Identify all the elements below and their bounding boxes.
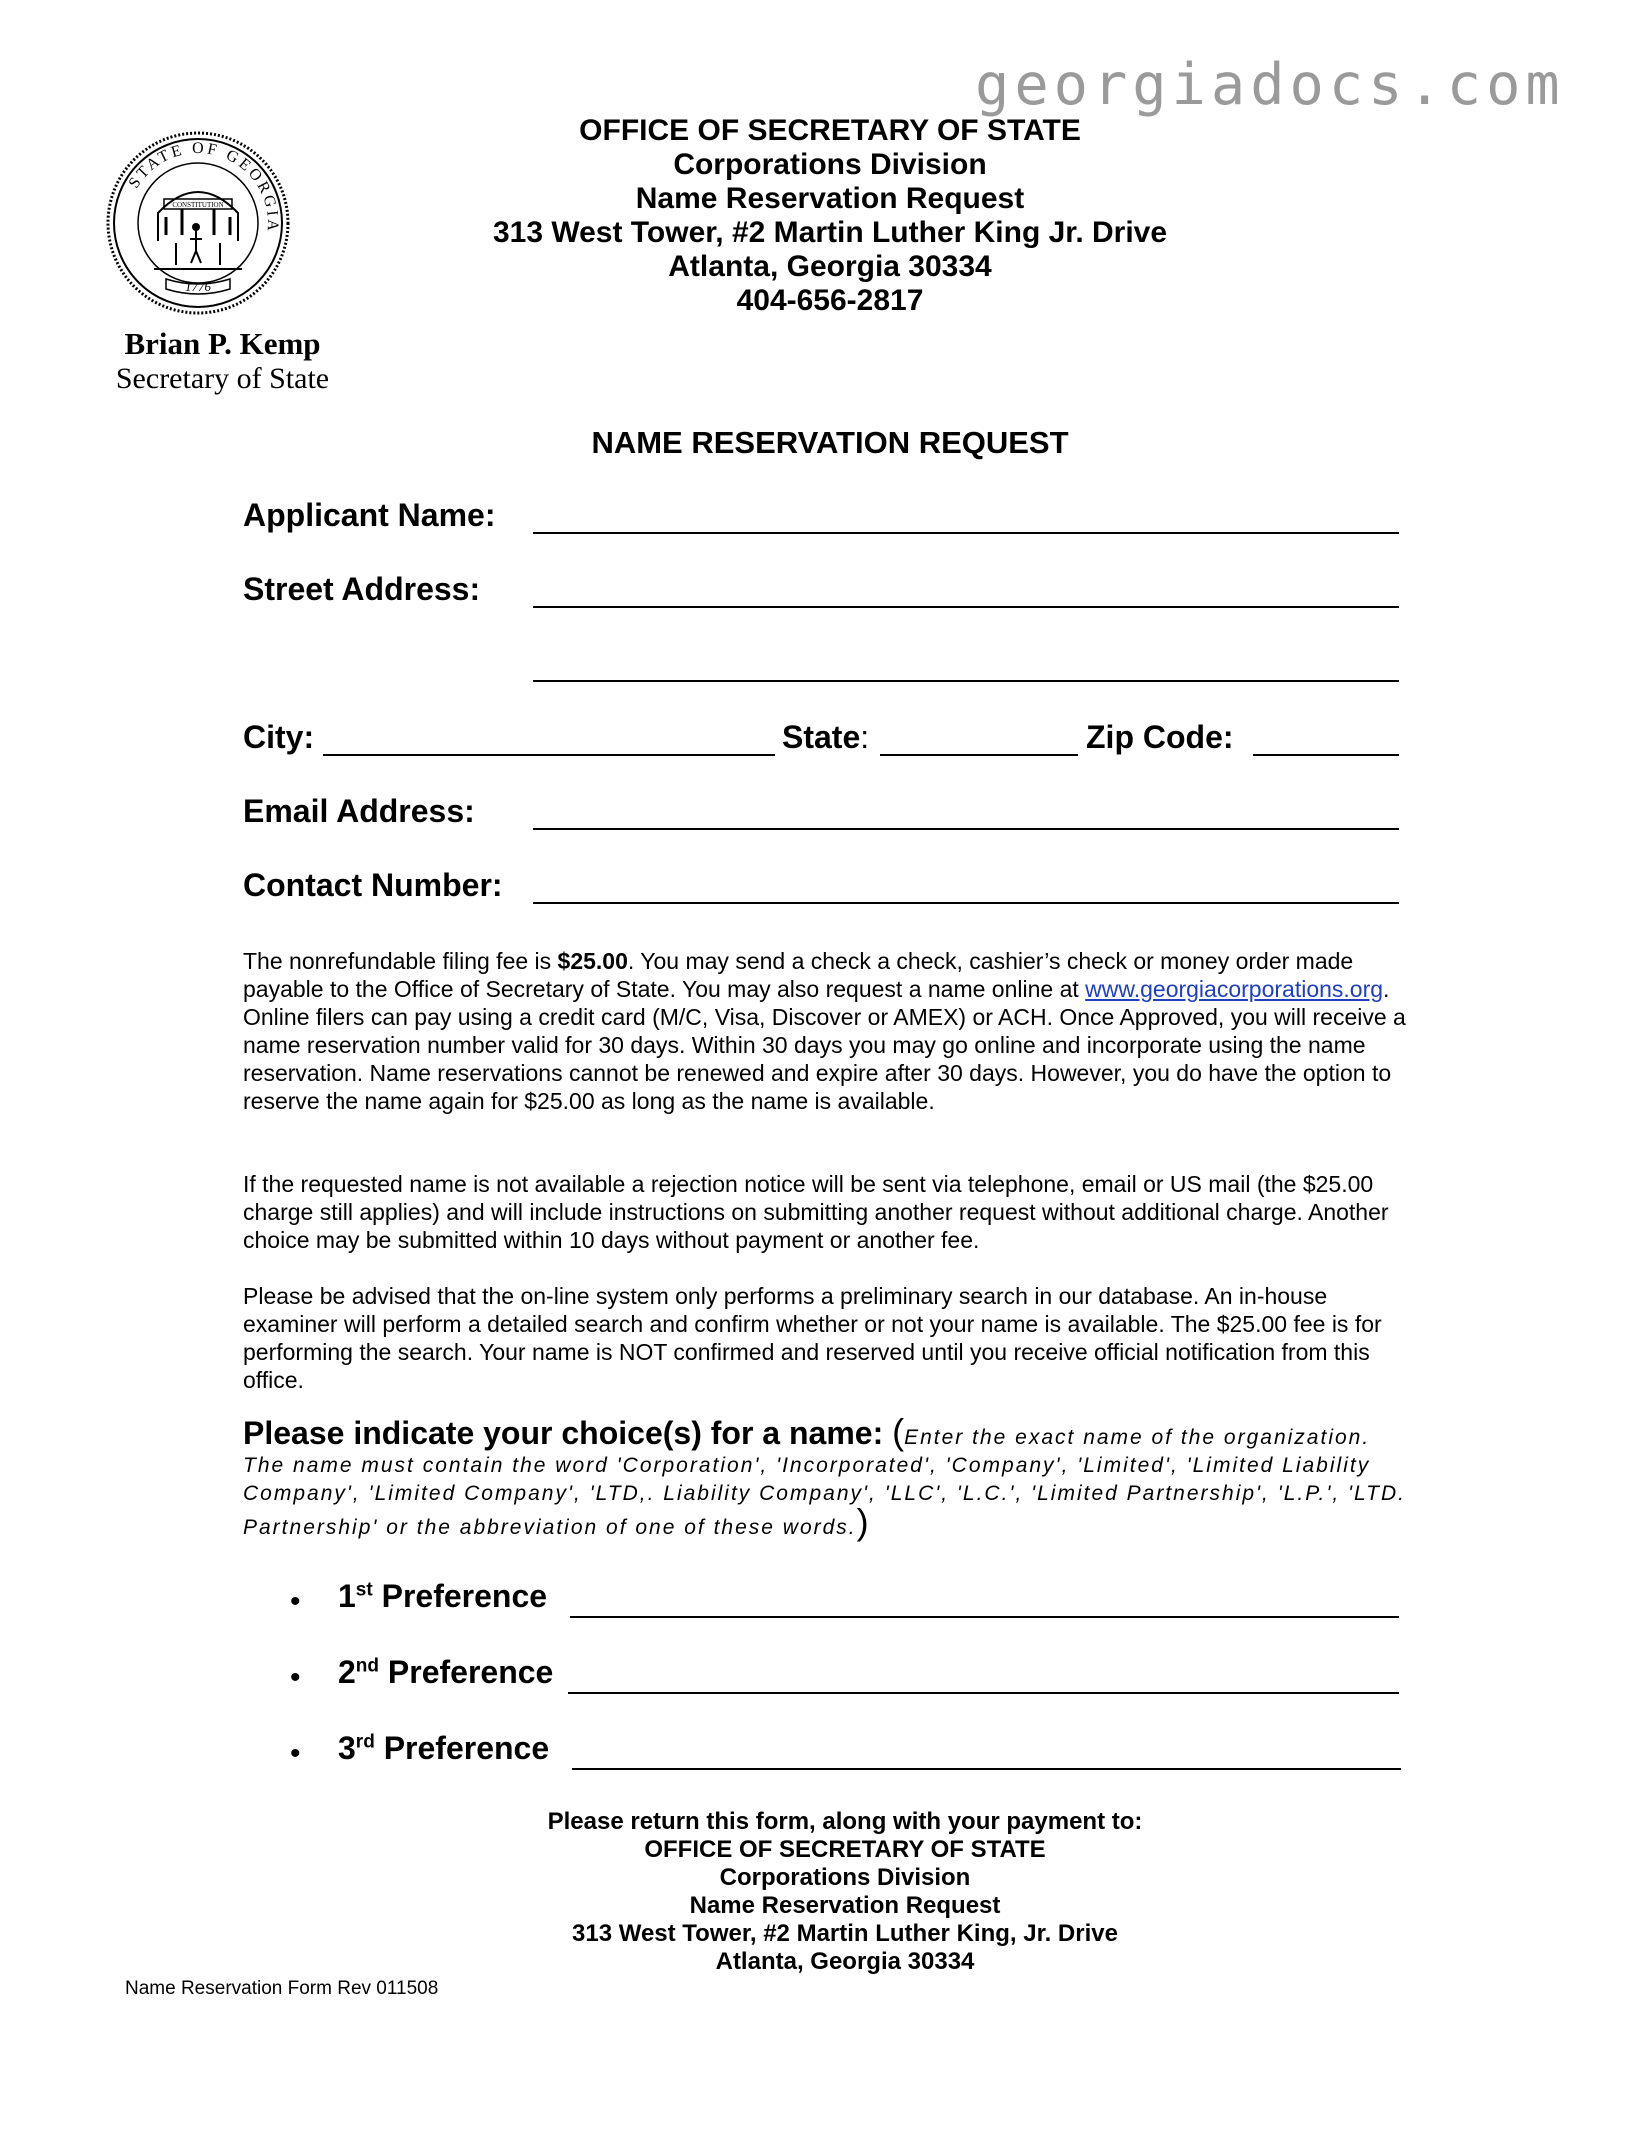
bullet: • — [290, 1661, 301, 1694]
preference-3-field[interactable] — [572, 1768, 1401, 1770]
rejection-paragraph: If the requested name is not available a rejection notice will be sent via telephone, email or US mail (the $25.00 charge still applies) and will include instructions on submitting another request without additional charge. Another choice may be submitted within 10 days without payment or another fee. — [243, 1171, 1389, 1253]
footer-line: OFFICE OF SECRETARY OF STATE — [644, 1836, 1046, 1863]
email-address-label: Email Address: — [243, 793, 475, 829]
header-line: OFFICE OF SECRETARY OF STATE — [579, 114, 1081, 147]
applicant-name-label: Applicant Name: — [243, 497, 496, 533]
secretary-title: Secretary of State — [115, 362, 330, 395]
preference-2-label: 2nd Preference — [338, 1654, 554, 1690]
applicant-name-field[interactable] — [533, 532, 1399, 534]
preference-2-field[interactable] — [568, 1692, 1399, 1694]
georgiacorporations-link[interactable]: www.georgiacorporations.org — [1085, 976, 1384, 1002]
footer-line: Corporations Division — [719, 1864, 971, 1891]
advisory-paragraph: Please be advised that the on-line system only performs a preliminary search in our database. An in-house examiner will perform a detailed search and confirm whether or not your name is available. The $25.00 fee is for performing the search. Your name is NOT confirmed and reserved until you receive official notification from this office. — [243, 1283, 1382, 1393]
return-address — [430, 1808, 1260, 1976]
header-line: Atlanta, Georgia 30334 — [668, 250, 992, 283]
street-address-label: Street Address: — [243, 571, 481, 607]
state-field[interactable] — [880, 754, 1078, 756]
seal-year: 1776 — [185, 279, 211, 294]
header-line: 313 West Tower, #2 Martin Luther King Jr. Drive — [492, 216, 1168, 249]
header-line: 404-656-2817 — [736, 284, 924, 317]
footer-line: 313 West Tower, #2 Martin Luther King, Jr. Drive — [572, 1920, 1118, 1947]
form-revision: Name Reservation Form Rev 011508 — [125, 1978, 439, 1999]
state-label: State: — [782, 719, 870, 755]
fee-paragraph: The nonrefundable filing fee is $25.00. You may send a check a check, cashier’s check or money order made payable to the Office of Secretary of State. You may also request a name online at www.georgiacorporations.org. Online filers can pay using a credit card (M/C, Visa, Discover or AMEX) or ACH. Once Approved, you will receive a name reservation number valid for 30 days. Within 30 days you may go online and incorporate using the name reservation. Name reservations cannot be renewed and expire after 30 days. However, you do have the option to reserve the name again for $25.00 as long as the name is available. — [243, 948, 1406, 1114]
georgia-state-seal — [106, 131, 290, 315]
name-choice-heading: Please indicate your choice(s) for a name: (Enter the exact name of the organization. The name must contain the word 'Corporation', 'Incorporated', 'Company', 'Limited', 'Limited Liability Company', 'Limited Company', 'LTD,. Liability Company', 'LLC', 'L.C.', 'Limited Partnership', 'L.P.', 'LTD. Partnership' or the abbreviation of one of these words.) — [243, 1411, 1407, 1542]
secretary-name: Brian P. Kemp — [124, 326, 321, 361]
watermark: georgiadocs.com — [975, 52, 1565, 118]
form-title: NAME RESERVATION REQUEST — [591, 425, 1069, 460]
office-header — [430, 114, 1230, 318]
fee-amount: $25.00 — [557, 948, 628, 974]
email-address-field[interactable] — [533, 828, 1399, 830]
contact-number-field[interactable] — [533, 902, 1399, 904]
footer-line: Please return this form, along with your payment to: — [547, 1808, 1143, 1835]
seal-banner: CONSTITUTION — [172, 201, 224, 209]
preference-3-label: 3rd Preference — [338, 1730, 550, 1766]
footer-line: Atlanta, Georgia 30334 — [715, 1948, 975, 1975]
street-address-field-1[interactable] — [533, 606, 1399, 608]
header-line: Corporations Division — [673, 148, 987, 181]
preference-1-label: 1st Preference — [338, 1578, 548, 1614]
zip-code-label: Zip Code: — [1086, 719, 1234, 755]
seal-ring-text: STATE OF GEORGIA — [125, 139, 282, 235]
contact-number-label: Contact Number: — [243, 867, 503, 903]
city-field[interactable] — [323, 754, 775, 756]
preference-1-field[interactable] — [570, 1616, 1399, 1618]
bullet: • — [290, 1585, 301, 1618]
zip-code-field[interactable] — [1253, 754, 1399, 756]
city-label: City: — [243, 719, 315, 755]
name-rules-note: Enter the exact name of the organization. The name must contain the word 'Corporation', 'Incorporated', 'Company', 'Limited', 'Limited Liability Company', 'Limited Company', 'LTD,. Liability Company', 'LLC', 'L.C.', 'Limited Partnership', 'L.P.', 'LTD. Partnership' or the abbreviation of one of these words. — [243, 1426, 1407, 1539]
header-line: Name Reservation Request — [635, 182, 1025, 215]
bullet: • — [290, 1737, 301, 1770]
street-address-field-2[interactable] — [533, 680, 1399, 682]
footer-line: Name Reservation Request — [689, 1892, 1001, 1919]
